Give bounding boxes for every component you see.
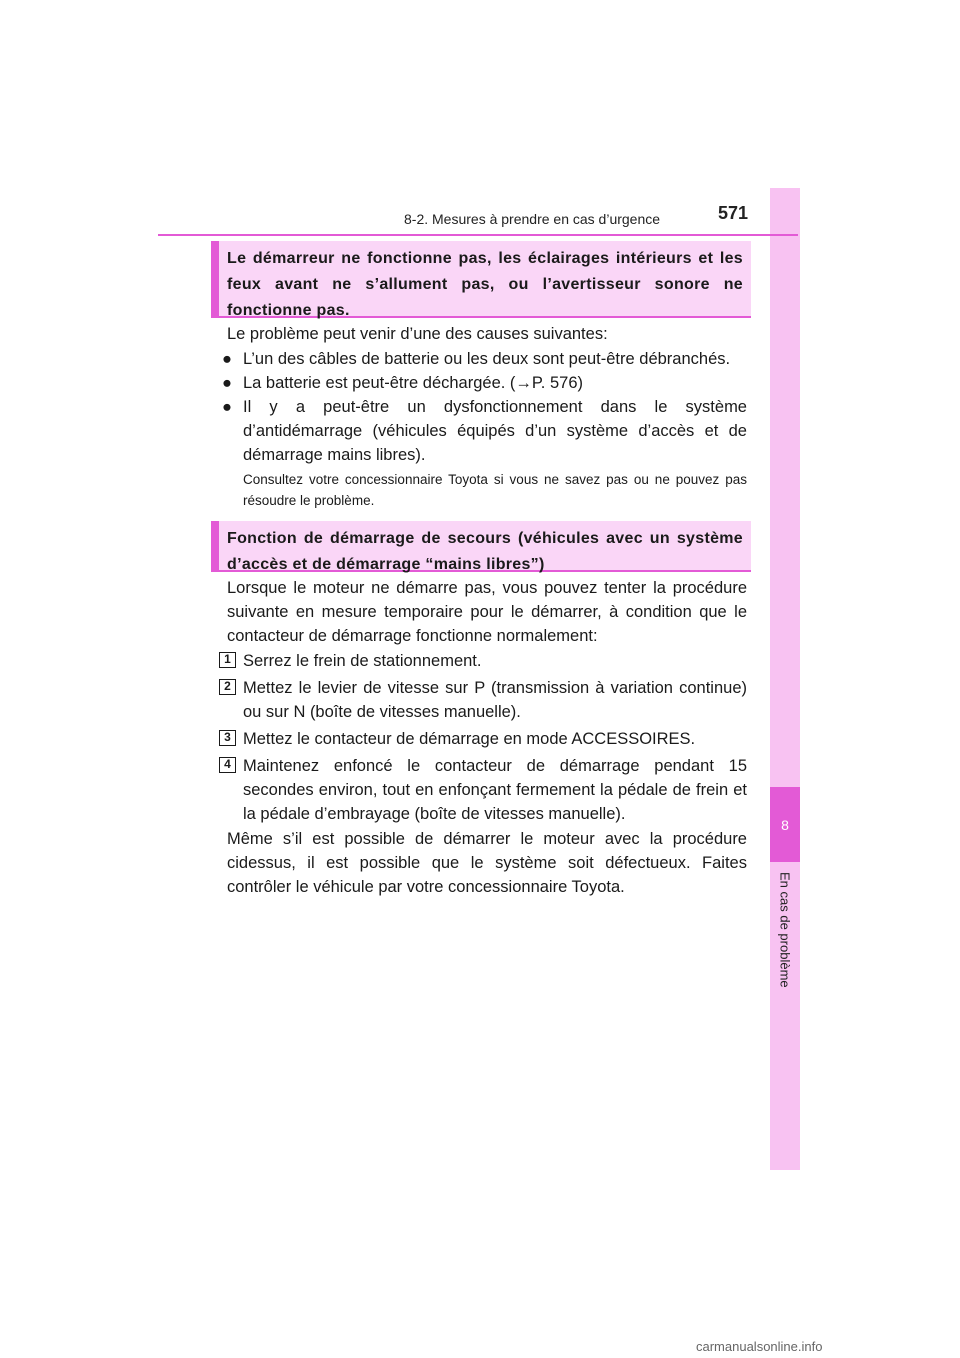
chapter-label: En cas de problème [777,872,793,988]
section1-note: Consultez votre concessionnaire Toyota si vous ne savez pas ou ne pouvez pas résoudre le problème. [243,472,747,508]
header-rule [158,234,798,236]
step-number-1: 1 [219,652,236,668]
bullet-icon: ● [222,374,232,392]
step-1-text: Serrez le frein de stationnement. [243,652,482,670]
chapter-sidebar [770,188,800,1170]
step-number-4: 4 [219,757,236,773]
bullet-icon: ● [222,350,232,368]
section1-intro: Le problème peut venir d’une des causes suivantes: [227,325,608,343]
section-heading-emergency-start: Fonction de démarrage de secours (véhicules avec un système d’accès et de démarrage “mains libres”) [211,521,751,572]
section1-bullet-1: L’un des câbles de batterie ou les deux sont peut-être débranchés. [243,350,731,368]
section1-bullet-2: La batterie est peut-être déchargée. (→P. 576) [243,374,583,392]
section2-intro: Lorsque le moteur ne démarre pas, vous pouvez tenter la procédure suivante en mesure temporaire pour le démarrer, à condition que le contacteur de démarrage fonctionne normalement: [227,579,747,645]
step-number-3: 3 [219,730,236,746]
chapter-number-tab[interactable]: 8 [770,787,800,862]
section2-closing: Même s’il est possible de démarrer le moteur avec la procédure cidessus, il est possible que le système soit défectueux. Faites contrôler le véhicule par votre concessionnaire Toyota. [227,830,747,896]
step-4-text: Maintenez enfoncé le contacteur de démarrage pendant 15 secondes environ, tout en enfonçant fermement la pédale de frein et la pédale d’embrayage (boîte de vitesses manuelle). [243,757,747,823]
step-2-text: Mettez le levier de vitesse sur P (transmission à variation continue) ou sur N (boîte de vitesses manuelle). [243,679,747,721]
section-heading-starter-failure: Le démarreur ne fonctionne pas, les éclairages intérieurs et les feux avant ne s’allument pas, ou l’avertisseur sonore ne fonctionne pas. [211,241,751,318]
watermark: carmanualsonline.info [696,1339,823,1354]
page-number: 571 [718,203,749,223]
running-header-section: 8-2. Mesures à prendre en cas d’urgence [404,211,661,227]
step-number-2: 2 [219,679,236,695]
step-3-text: Mettez le contacteur de démarrage en mode ACCESSOIRES. [243,730,696,748]
section1-bullet-3: Il y a peut-être un dysfonctionnement dans le système d’antidémarrage (véhicules équipés d’un système d’accès et de démarrage mains libres). [243,398,747,464]
bullet-icon: ● [222,398,232,416]
